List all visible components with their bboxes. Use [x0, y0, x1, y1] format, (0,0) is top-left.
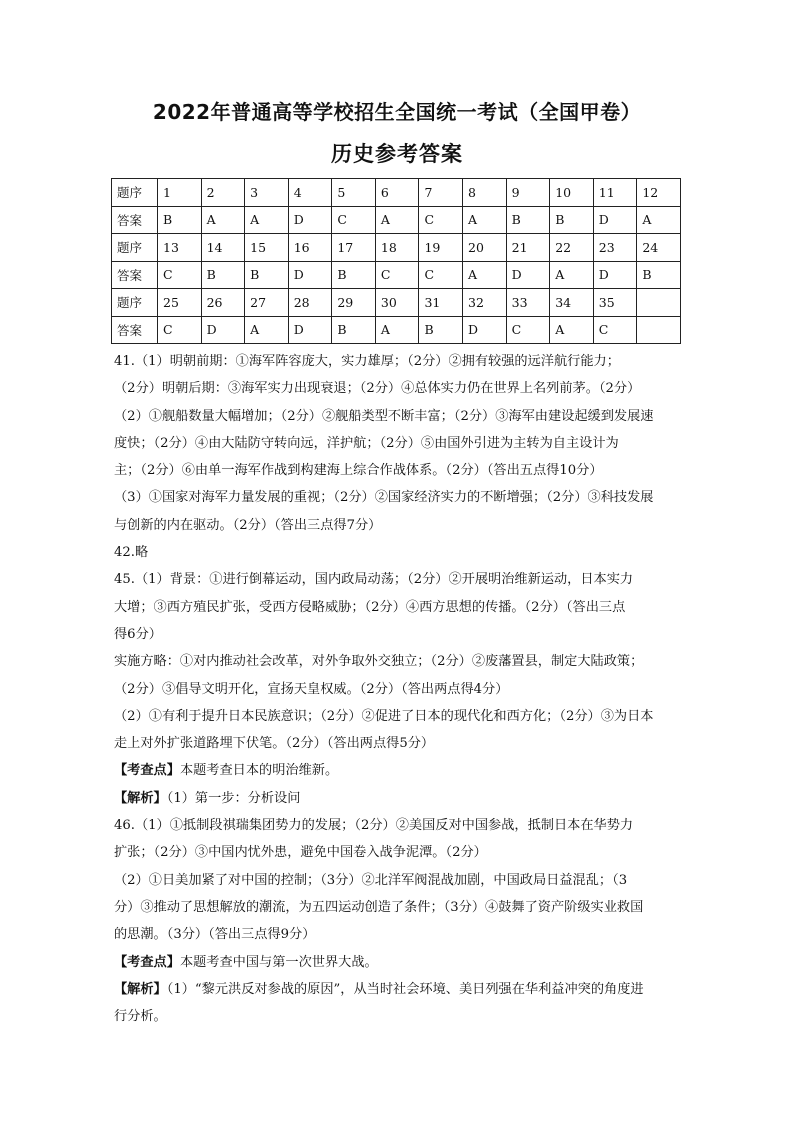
- text-line: 行分析。: [114, 1009, 167, 1025]
- text-line: （2分）③倡导文明开化，宣扬天皇权威。（2分）（答出两点得4分）: [114, 681, 509, 697]
- table-row: [112, 316, 681, 344]
- question-number-cell: 20: [463, 234, 507, 262]
- text-line: 主；（2分）⑥由单一海军作战到构建海上综合作战体系。（2分）（答出五点得10分）: [114, 463, 603, 479]
- text-line: 【解析】（1）第一步：分析设问: [114, 790, 301, 806]
- question-number-cell: 27: [245, 289, 289, 317]
- answer-cell: B: [158, 206, 202, 234]
- text-line: 【解析】（1）“黎元洪反对参战的原因”，从当时社会环境、美日列强在华利益冲突的角度进: [114, 981, 644, 997]
- answer-cell: D: [463, 316, 507, 344]
- text-line: 分）③推动了思想解放的潮流，为五四运动创造了条件；（3分）④鼓舞了资产阶级实业救国: [114, 899, 644, 915]
- row-label: 题序: [112, 179, 158, 207]
- answer-cell: C: [506, 316, 550, 344]
- question-number-cell: 34: [550, 289, 594, 317]
- row-label: 答案: [112, 261, 158, 289]
- answer-cell: C: [419, 206, 463, 234]
- question-number-cell: 19: [419, 234, 463, 262]
- question-number-cell: 26: [201, 289, 245, 317]
- question-number-cell: 32: [463, 289, 507, 317]
- answer-cell: B: [419, 316, 463, 344]
- text-line: 与创新的内在驱动。（2分）（答出三点得7分）: [114, 517, 382, 533]
- question-number-cell: 17: [332, 234, 376, 262]
- question-number-cell: 28: [288, 289, 332, 317]
- answer-cell: A: [375, 316, 419, 344]
- question-number-cell: 23: [593, 234, 637, 262]
- text-line: 扩张；（2分）③中国内忧外患，避免中国卷入战争泥潭。（2分）: [114, 845, 487, 861]
- question-number-cell: 24: [637, 234, 681, 262]
- text-line: 走上对外扩张道路埋下伏笔。（2分）（答出两点得5分）: [114, 736, 435, 752]
- answer-cell: A: [245, 206, 289, 234]
- answer-cell: C: [419, 261, 463, 289]
- question-number-cell: 16: [288, 234, 332, 262]
- question-number-cell: 13: [158, 234, 202, 262]
- table-row: [112, 289, 681, 317]
- text-line: 41.（1）明朝前期：①海军阵容庞大，实力雄厚；（2分）②拥有较强的远洋航行能力；: [114, 354, 620, 369]
- answer-cell: D: [593, 206, 637, 234]
- question-number-cell: 12: [637, 179, 681, 207]
- text-line: （2）①舰船数量大幅增加；（2分）②舰船类型不断丰富；（2分）③海军由建设起缓到发展速: [114, 408, 654, 424]
- answer-cell: B: [332, 316, 376, 344]
- answer-cell: B: [550, 206, 594, 234]
- answer-cell: C: [332, 206, 376, 234]
- row-label: 答案: [112, 206, 158, 234]
- text-line: 大增；③西方殖民扩张，受西方侵略威胁；（2分）④西方思想的传播。（2分）（答出三点: [114, 599, 626, 615]
- question-number-cell: 6: [375, 179, 419, 207]
- row-label: 答案: [112, 316, 158, 344]
- answer-cell: A: [550, 316, 594, 344]
- answer-explanations: [114, 348, 680, 1030]
- answer-cell: A: [550, 261, 594, 289]
- row-label: 题序: [112, 289, 158, 317]
- answer-cell: C: [375, 261, 419, 289]
- answer-cell: D: [288, 261, 332, 289]
- question-number-cell: 35: [593, 289, 637, 317]
- question-number-cell: 14: [201, 234, 245, 262]
- answer-cell: C: [158, 261, 202, 289]
- table-row: [112, 179, 681, 207]
- answer-cell: A: [245, 316, 289, 344]
- answer-cell: A: [375, 206, 419, 234]
- text-line: （2分）明朝后期：③海军实力出现衰退；（2分）④总体实力仍在世界上名列前茅。（2分）: [114, 381, 641, 397]
- answer-cell: C: [593, 316, 637, 344]
- answer-cell: A: [463, 261, 507, 289]
- text-line: （2）①日美加紧了对中国的控制；（3分）②北洋军阀混战加剧，中国政局日益混乱；（3: [114, 872, 628, 888]
- text-line: 45.（1）背景：①进行倒幕运动，国内政局动荡；（2分）②开展明治维新运动，日本实力: [114, 572, 634, 588]
- question-number-cell: [637, 289, 681, 317]
- question-number-cell: 30: [375, 289, 419, 317]
- answer-cell: B: [637, 261, 681, 289]
- question-number-cell: 29: [332, 289, 376, 317]
- question-number-cell: 2: [201, 179, 245, 207]
- answer-cell: D: [593, 261, 637, 289]
- answer-cell: A: [463, 206, 507, 234]
- table-row: [112, 261, 681, 289]
- question-number-cell: 9: [506, 179, 550, 207]
- answer-cell: B: [506, 206, 550, 234]
- question-number-cell: 22: [550, 234, 594, 262]
- text-line: 度快；（2分）④由大陆防守转向远，洋护航；（2分）⑤由国外引进为主转为自主设计为: [114, 435, 619, 451]
- text-line: 42.略: [114, 545, 149, 561]
- answer-table: [111, 178, 681, 344]
- question-number-cell: 10: [550, 179, 594, 207]
- question-number-cell: 31: [419, 289, 463, 317]
- answer-cell: D: [506, 261, 550, 289]
- question-number-cell: 18: [375, 234, 419, 262]
- answer-cell: B: [201, 261, 245, 289]
- question-number-cell: 1: [158, 179, 202, 207]
- question-number-cell: 7: [419, 179, 463, 207]
- question-number-cell: 33: [506, 289, 550, 317]
- answer-cell: A: [637, 206, 681, 234]
- table-row: [112, 234, 681, 262]
- question-number-cell: 15: [245, 234, 289, 262]
- table-row: [112, 206, 681, 234]
- page-title: 2022年普通高等学校招生全国统一考试（全国甲卷）: [152, 100, 642, 124]
- question-number-cell: 11: [593, 179, 637, 207]
- question-number-cell: 8: [463, 179, 507, 207]
- text-line: 得6分）: [114, 626, 162, 642]
- answer-cell: C: [158, 316, 202, 344]
- answer-cell: [637, 316, 681, 344]
- page-subtitle: 历史参考答案: [331, 142, 463, 166]
- answer-cell: B: [332, 261, 376, 289]
- answer-cell: B: [245, 261, 289, 289]
- question-number-cell: 4: [288, 179, 332, 207]
- question-number-cell: 21: [506, 234, 550, 262]
- answer-cell: A: [201, 206, 245, 234]
- text-line: 的思潮。（3分）（答出三点得9分）: [114, 927, 316, 943]
- text-line: 实施方略：①对内推动社会改革，对外争取外交独立；（2分）②废藩置县，制定大陆政策；: [114, 654, 644, 670]
- text-line: （3）①国家对海军力量发展的重视；（2分）②国家经济实力的不断增强；（2分）③科技发展: [114, 490, 654, 506]
- row-label: 题序: [112, 234, 158, 262]
- text-line: 【考查点】本题考查日本的明治维新。: [114, 763, 339, 779]
- question-number-cell: 5: [332, 179, 376, 207]
- answer-cell: D: [201, 316, 245, 344]
- question-number-cell: 25: [158, 289, 202, 317]
- text-line: （2）①有利于提升日本民族意识；（2分）②促进了日本的现代化和西方化；（2分）③为日本: [114, 708, 654, 724]
- text-line: 【考查点】本题考查中国与第一次世界大战。: [114, 954, 378, 970]
- answer-cell: D: [288, 206, 332, 234]
- text-line: 46.（1）①抵制段祺瑞集团势力的发展；（2分）②美国反对中国参战，抵制日本在华势力: [114, 818, 634, 834]
- answer-cell: D: [288, 316, 332, 344]
- question-number-cell: 3: [245, 179, 289, 207]
